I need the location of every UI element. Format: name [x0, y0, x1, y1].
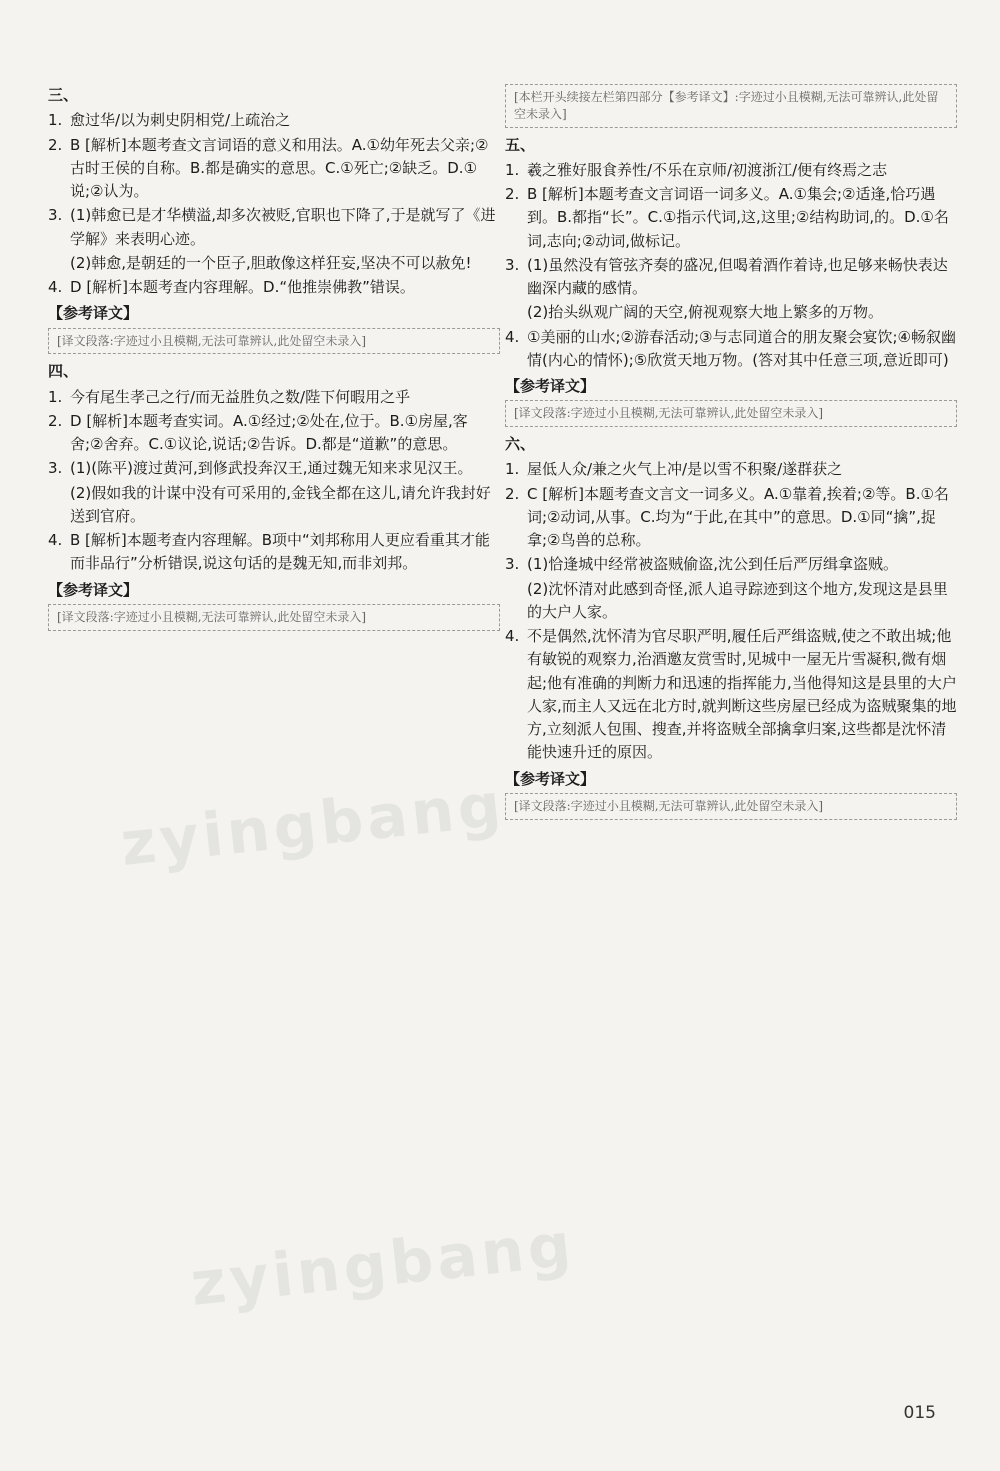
answer-item — [48, 386, 500, 409]
right-column — [505, 82, 957, 826]
item-text: 愈过华/以为刺史阴相党/上疏治之 — [70, 111, 291, 130]
answer-item — [505, 553, 957, 576]
item-number: 1. — [505, 460, 520, 479]
answer-item — [48, 109, 500, 132]
answer-item — [505, 183, 957, 253]
item-number: 1. — [505, 160, 520, 179]
item-text: B [解析]本题考查文言词语的意义和用法。A.①幼年死去父亲;②古时王侯的自称。B.都是确实的意思。C.①死亡;②缺乏。D.①说;②认为。 — [70, 135, 489, 200]
unreadable-passage-placeholder: [译文段落:字迹过小且模糊,无法可靠辨认,此处留空未录入] — [505, 400, 957, 427]
watermark: zyingbang — [117, 770, 508, 880]
item-number: 2. — [48, 135, 63, 154]
item-text: 今有尾生孝己之行/而无益胜负之数/陛下何暇用之乎 — [70, 387, 411, 406]
answer-item — [48, 204, 500, 251]
item-number: 3. — [505, 555, 520, 574]
item-number: 4. — [505, 327, 520, 346]
item-number: 2. — [505, 185, 520, 204]
item-text: ①美丽的山水;②游春活动;③与志同道合的朋友聚会宴饮;④畅叙幽情(内心的情怀);⑤欣赏天地万物。(答对其中任意三项,意近即可) — [527, 327, 956, 369]
answer-item — [48, 457, 500, 480]
page-number: 015 — [903, 1403, 936, 1423]
item-text: B [解析]本题考查文言词语一词多义。A.①集会;②适逢,恰巧遇到。B.都指“长”。C.①指示代词,这,这里;②结构助词,的。D.①名词,志向;②动词,做标记。 — [527, 185, 949, 250]
answer-item — [48, 134, 500, 204]
item-number: 2. — [48, 411, 63, 430]
answer-item — [48, 410, 500, 457]
answer-subitem: (2)假如我的计谋中没有可采用的,金钱全都在这儿,请允许我封好送到官府。 — [70, 483, 491, 525]
unreadable-passage-placeholder: [译文段落:字迹过小且模糊,无法可靠辨认,此处留空未录入] — [505, 793, 957, 820]
reference-translation-heading: 【参考译文】 — [505, 769, 596, 788]
unreadable-passage-placeholder: [译文段落:字迹过小且模糊,无法可靠辨认,此处留空未录入] — [48, 604, 500, 631]
section-three-heading: 三、 — [48, 86, 79, 104]
section-five-heading: 五、 — [505, 135, 536, 154]
reference-translation-heading: 【参考译文】 — [505, 377, 596, 396]
item-text: C [解析]本题考查文言文一词多义。A.①靠着,挨着;②等。B.①名词;②动词,从事。C.均为“于此,在其中”的意思。D.①同“擒”,捉拿;②鸟兽的总称。 — [527, 484, 949, 550]
item-number: 1. — [48, 387, 63, 406]
item-number: 4. — [48, 531, 63, 550]
answer-item — [505, 326, 957, 373]
item-number: 3. — [48, 206, 63, 225]
unreadable-passage-placeholder: [本栏开头续接左栏第四部分【参考译文】:字迹过小且模糊,无法可靠辨认,此处留空未录入] — [505, 84, 957, 128]
item-number: 4. — [505, 627, 520, 646]
reference-translation-heading: 【参考译文】 — [48, 580, 139, 599]
answer-item — [48, 529, 500, 576]
answer-item — [505, 625, 957, 765]
item-number: 3. — [48, 459, 63, 478]
answer-item — [505, 483, 957, 553]
item-text: (1)恰逢城中经常被盗贼偷盗,沈公到任后严厉缉拿盗贼。 — [527, 555, 899, 574]
item-text: 不是偶然,沈怀清为官尽职严明,履任后严缉盗贼,使之不敢出城;他有敏锐的观察力,治酒邀友赏雪时,见城中一屋无片雪凝积,微有烟起;他有准确的判断力和迅速的指挥能力,当他得知这是县里的大户人家,而主人又远在北方时,就判断这些房屋已经成为盗贼聚集的地方,立刻派人包围、搜查,并将盗贼全部擒拿归案,这些都是沈怀清能快速升迁的原因。 — [527, 627, 957, 762]
section-six-heading: 六、 — [505, 435, 536, 454]
answer-subitem: (2)抬头纵观广阔的天空,俯视观察大地上繁多的万物。 — [527, 303, 884, 322]
item-number: 2. — [505, 484, 520, 503]
watermark: zyingbang — [187, 1210, 578, 1320]
answer-item — [505, 458, 957, 481]
item-text: (1)韩愈已是才华横溢,却多次被贬,官职也下降了,于是就写了《进学解》来表明心迹。 — [70, 206, 496, 248]
item-number: 1. — [48, 111, 63, 130]
left-column — [48, 82, 500, 637]
reference-translation-heading: 【参考译文】 — [48, 304, 139, 323]
answer-item — [505, 159, 957, 182]
unreadable-passage-placeholder: [译文段落:字迹过小且模糊,无法可靠辨认,此处留空未录入] — [48, 328, 500, 355]
item-text: B [解析]本题考查内容理解。B项中“刘邦称用人更应看重其才能而非品行”分析错误,说这句话的是魏无知,而非刘邦。 — [70, 531, 490, 573]
answer-item — [48, 276, 500, 299]
item-text: D [解析]本题考查实词。A.①经过;②处在,位于。B.①房屋,客舍;②舍弃。C.①议论,说话;②告诉。D.都是“道歉”的意思。 — [70, 411, 468, 454]
item-text: (1)(陈平)渡过黄河,到修武投奔汉王,通过魏无知来求见汉王。 — [70, 459, 473, 478]
item-text: 羲之雅好服食养性/不乐在京师/初渡浙江/便有终焉之志 — [527, 160, 888, 179]
item-text: (1)虽然没有管弦齐奏的盛况,但喝着酒作着诗,也足够来畅快表达幽深内藏的感情。 — [527, 255, 948, 298]
item-number: 4. — [48, 278, 63, 296]
item-number: 3. — [505, 255, 520, 274]
answer-subitem: (2)沈怀清对此感到奇怪,派人追寻踪迹到这个地方,发现这是县里的大户人家。 — [527, 579, 948, 621]
answer-subitem: (2)韩愈,是朝廷的一个臣子,胆敢像这样狂妄,坚决不可以赦免! — [70, 253, 472, 272]
section-four-heading: 四、 — [48, 362, 79, 381]
item-text: 屋低人众/兼之火气上冲/是以雪不积聚/遂群获之 — [527, 460, 843, 479]
item-text: D [解析]本题考查内容理解。D.“他推崇佛教”错误。 — [70, 278, 415, 296]
answer-item — [505, 254, 957, 301]
